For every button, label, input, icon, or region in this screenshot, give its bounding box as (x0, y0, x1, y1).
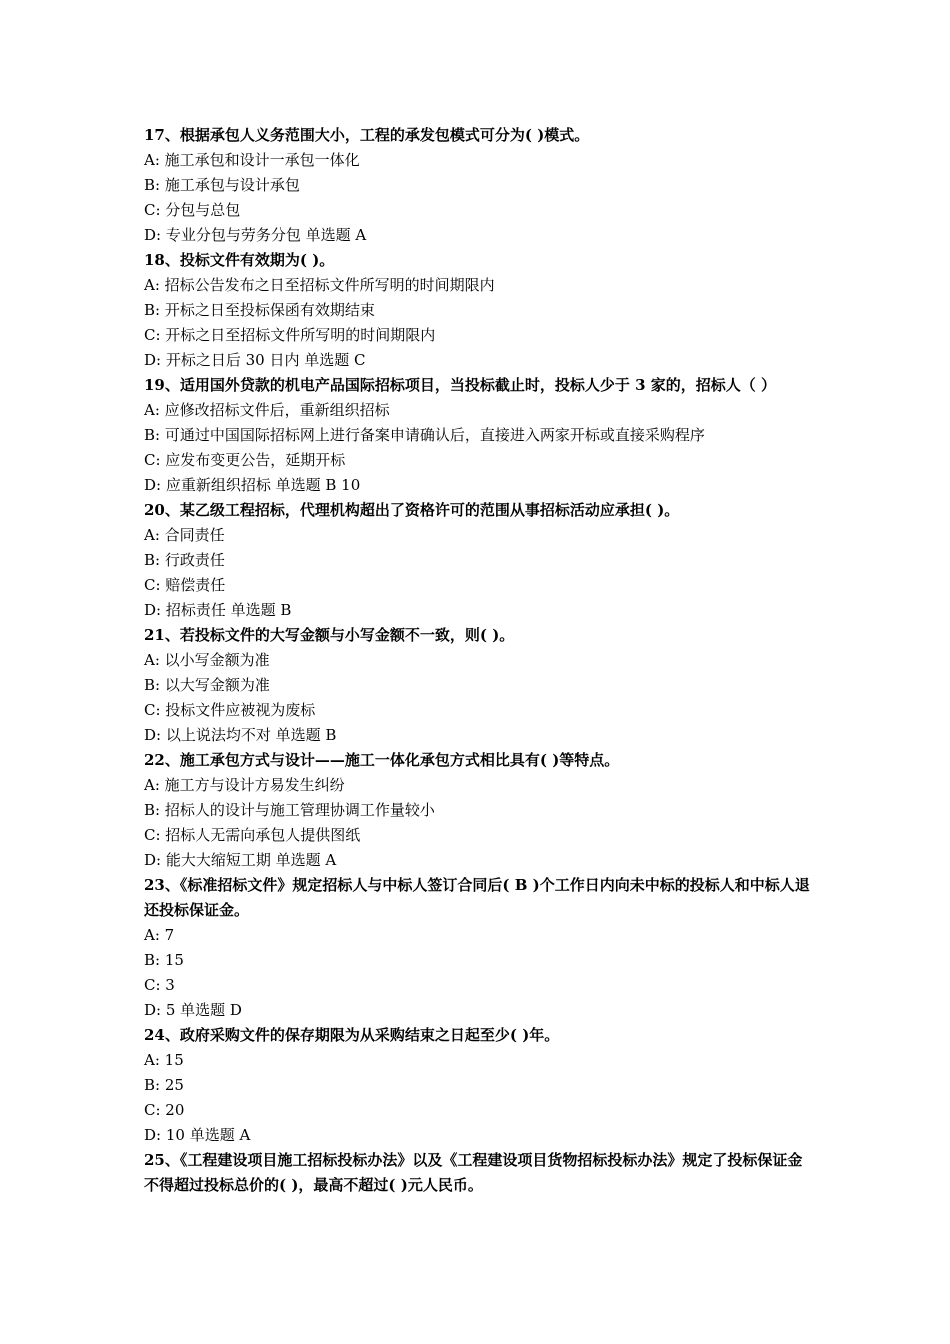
option-b: B: 施工承包与设计承包 (144, 176, 300, 194)
question-17 (144, 123, 810, 248)
question-list (144, 123, 810, 1198)
option-d: D: 开标之日后 30 日内 单选题 C (144, 351, 366, 369)
option-c: C: 3 (144, 976, 175, 994)
option-a: A: 15 (144, 1051, 184, 1069)
question-24 (144, 1023, 810, 1148)
question-20 (144, 498, 810, 623)
option-a: A: 施工方与设计方易发生纠纷 (144, 776, 345, 794)
option-d: D: 10 单选题 A (144, 1126, 251, 1144)
question-18 (144, 248, 810, 373)
option-d: D: 能大大缩短工期 单选题 A (144, 851, 337, 869)
option-c: C: 赔偿责任 (144, 576, 226, 594)
option-a: A: 7 (144, 926, 175, 944)
question-stem: 18、投标文件有效期为( )。 (144, 251, 335, 269)
option-b: B: 25 (144, 1076, 184, 1094)
question-21 (144, 623, 810, 748)
question-19 (144, 373, 810, 498)
option-b: B: 招标人的设计与施工管理协调工作量较小 (144, 801, 435, 819)
option-c: C: 投标文件应被视为废标 (144, 701, 316, 719)
option-c: C: 招标人无需向承包人提供图纸 (144, 826, 361, 844)
question-stem: 24、政府采购文件的保存期限为从采购结束之日起至少( )年。 (144, 1026, 560, 1044)
option-d: D: 专业分包与劳务分包 单选题 A (144, 226, 367, 244)
option-d: D: 应重新组织招标 单选题 B 10 (144, 476, 361, 494)
option-c: C: 分包与总包 (144, 201, 241, 219)
question-25 (144, 1148, 810, 1198)
option-a: A: 施工承包和设计一承包一体化 (144, 151, 360, 169)
option-c: C: 应发布变更公告，延期开标 (144, 451, 346, 469)
option-c: C: 20 (144, 1101, 185, 1119)
option-b: B: 可通过中国国际招标网上进行备案申请确认后，直接进入两家开标或直接采购程序 (144, 426, 705, 444)
option-a: A: 招标公告发布之日至招标文件所写明的时间期限内 (144, 276, 495, 294)
option-a: A: 合同责任 (144, 526, 225, 544)
option-d: D: 以上说法均不对 单选题 B (144, 726, 337, 744)
question-22 (144, 748, 810, 873)
option-b: B: 开标之日至投标保函有效期结束 (144, 301, 375, 319)
question-stem: 23、《标准招标文件》规定招标人与中标人签订合同后( B )个工作日内向未中标的投标人和中标人退还投标保证金。 (144, 876, 810, 919)
option-a: A: 以小写金额为准 (144, 651, 270, 669)
question-stem: 21、若投标文件的大写金额与小写金额不一致，则( )。 (144, 626, 515, 644)
option-a: A: 应修改招标文件后，重新组织招标 (144, 401, 390, 419)
option-d: D: 5 单选题 D (144, 1001, 242, 1019)
question-stem: 22、施工承包方式与设计——施工一体化承包方式相比具有( )等特点。 (144, 751, 620, 769)
question-stem: 17、根据承包人义务范围大小，工程的承发包模式可分为( )模式。 (144, 126, 590, 144)
question-stem: 20、某乙级工程招标，代理机构超出了资格许可的范围从事招标活动应承担( )。 (144, 501, 680, 519)
question-stem: 25、《工程建设项目施工招标投标办法》以及《工程建设项目货物招标投标办法》规定了投标保证金不得超过投标总价的( )，最高不超过( )元人民币。 (144, 1151, 803, 1194)
option-b: B: 以大写金额为准 (144, 676, 270, 694)
option-b: B: 15 (144, 951, 184, 969)
option-d: D: 招标责任 单选题 B (144, 601, 292, 619)
option-b: B: 行政责任 (144, 551, 225, 569)
question-23 (144, 873, 810, 1023)
question-stem: 19、适用国外贷款的机电产品国际招标项目，当投标截止时，投标人少于 3 家的，招标人（ ） (144, 376, 776, 394)
option-c: C: 开标之日至招标文件所写明的时间期限内 (144, 326, 436, 344)
